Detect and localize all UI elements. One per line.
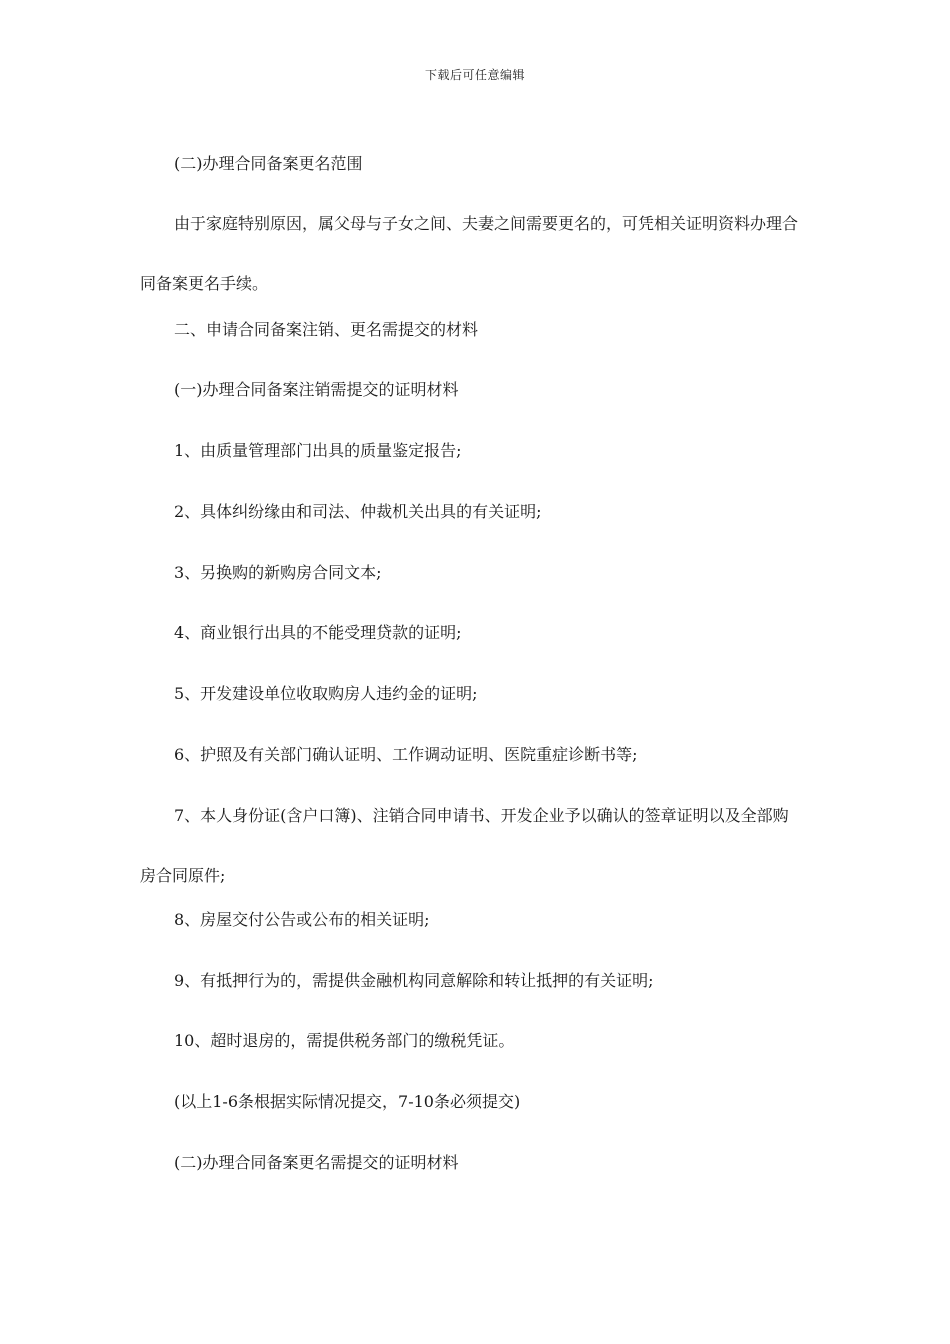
list-item-2: 2、具体纠纷缘由和司法、仲裁机关出具的有关证明; bbox=[174, 502, 542, 521]
list-item-9: 9、有抵押行为的，需提供金融机构同意解除和转让抵押的有关证明; bbox=[174, 971, 654, 990]
section-heading-rename-scope: (二)办理合同备案更名范围 bbox=[174, 154, 363, 173]
list-item-3: 3、另换购的新购房合同文本; bbox=[174, 563, 382, 582]
list-item-10: 10、超时退房的，需提供税务部门的缴税凭证。 bbox=[174, 1031, 515, 1050]
list-item-4: 4、商业银行出具的不能受理贷款的证明; bbox=[174, 623, 462, 642]
submission-note: (以上1-6条根据实际情况提交，7-10条必须提交) bbox=[174, 1092, 521, 1111]
paragraph-rename-scope: 由于家庭特别原因，属父母与子女之间、夫妻之间需要更名的，可凭相关证明资料办理合同备案更名手续。 bbox=[140, 214, 799, 293]
list-item-8: 8、房屋交付公告或公布的相关证明; bbox=[174, 910, 430, 929]
list-item-1: 1、由质量管理部门出具的质量鉴定报告; bbox=[174, 441, 462, 460]
header-note: 下载后可任意编辑 bbox=[424, 68, 525, 82]
list-item-6: 6、护照及有关部门确认证明、工作调动证明、医院重症诊断书等; bbox=[174, 745, 638, 764]
subheading-rename-materials: (二)办理合同备案更名需提交的证明材料 bbox=[174, 1153, 459, 1172]
section-heading-materials: 二、申请合同备案注销、更名需提交的材料 bbox=[174, 320, 479, 339]
subheading-cancel-materials: (一)办理合同备案注销需提交的证明材料 bbox=[174, 380, 459, 399]
list-item-5: 5、开发建设单位收取购房人违约金的证明; bbox=[174, 684, 478, 703]
list-item-7: 7、本人身份证(含户口簿)、注销合同申请书、开发企业予以确认的签章证明以及全部购房合同原件; bbox=[140, 806, 789, 885]
